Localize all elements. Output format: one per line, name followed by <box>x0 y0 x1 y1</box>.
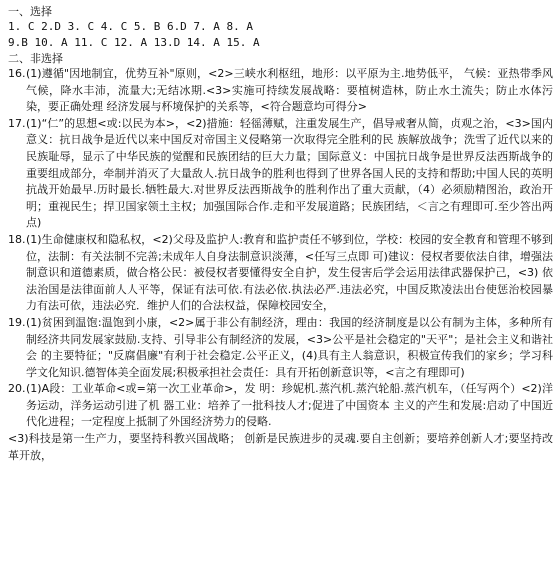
question-18-answer <box>8 232 553 315</box>
question-number: 17. <box>8 116 26 130</box>
choice-answers-line-2: 9.B 10. A 11. C 12. A 13.D 14. A 15. A <box>8 36 260 49</box>
question-16-answer <box>8 66 553 116</box>
question-number: 16. <box>8 67 26 80</box>
section-heading-choice: 一、选择 <box>8 5 52 18</box>
question-answer-continuation: <3)科技是第一生产力，要坚持科教兴国战略； 创新是民族进步的灵魂.要自主创新；要培养创新人才;要坚持改革开放， <box>8 432 553 462</box>
question-19-answer <box>8 315 553 381</box>
question-answer-text: (1)贫困到温饱:温饱到小康，<2>属于非公有制经济，理由：我国的经济制度是以公有制为主体，多种所有制经济共同发展家鼓励.支持、引导非公有制经济的发展，<3>公平是社会稳定的"天平"；是社会主义和谐社会 的主要特征；"反腐倡廉"有利于社会稳定.公平正义，(4)具有主人翁意识，积极宣传我们的家乡；学习科学文化知识.德智体美全面发展;积极承担社会责任：具有开拓创新意识等，<言之有理即可) <box>26 315 553 379</box>
question-number: 18. <box>8 232 26 246</box>
question-17-answer <box>8 116 553 232</box>
question-answer-text: (1)A段：工业革命<或=第一次工业革命>，发 明：珍妮机.蒸汽机.蒸汽轮船.蒸汽机车，（任写两个）<2)洋务运动，洋务运动引进了机 器工业：培养了一批科技人才;促进了中国资本 主义的产生和发展:启动了中国近代化进程；一定程度上抵制了外国经济势力的侵略. <box>26 382 553 429</box>
question-answer-text: (1)生命健康权和隐私权，<2)父母及监护人:教育和监护责任不够到位，学校：校园的安全教育和管理不够到位，法制：有关法制不完善;未成年人自身法制意识淡薄，<任写三点即 可)建议：侵权者要依法自律，增强法制意识和道德素质，做合格公民：被侵权者要懂得安全自护，发生侵害后学会运用法律武器保护己，<3) 依法治国是法律面前人人平等，保证有法可依.有法必依.执法必严.违法必究，中国反欺凌法出台使惩治校园暴力有法可依，违法必究．维护人们的合法权益，保障校园安全， <box>26 232 553 313</box>
question-20-answer <box>8 381 553 464</box>
question-answer-text: (1)“仁”的思想<或:以民为本>，<2)措施：轻徭薄赋，注重发展生产，倡导戒奢从简，贞观之治，<3>国内意义：抗日战争是近代以来中国反对帝国主义侵略第一次取得完全胜利的民 族解放战争；洗雪了近代以来的民族耻辱，显示了中华民族的觉醒和民族团结的巨大力量；国际意义：中国抗日战争是世界反法西斯战争的重要组成部分，牵制并消灭了大量敌人.抗日战争的胜利也得到了世界各国人民的支持和帮助;中国人民的英明抗战开始最早.历时最长.牺牲最大.对世界反法西斯战争的胜利作出了重大贡献，（4）必须励精图治，政治开明；重视民生；捍卫国家领土主权；加强国际合作.走和平发展道路；民族团结，＜言之有理即可.至少答出两点) <box>26 116 553 230</box>
question-number: 20. <box>8 382 26 396</box>
section-heading-non-choice: 二、非选择 <box>8 52 63 65</box>
choice-answers-line-1: 1. C 2.D 3. C 4. C 5. B 6.D 7. A 8. A <box>8 20 254 33</box>
question-number: 19. <box>8 315 26 329</box>
question-answer-text: (1)遵循"因地制宜，优势互补"原则，<2>三峡水利枢纽，地形：以平原为主.地势低平， 气候：亚热带季风气候，降水丰沛，流量大;无结冰期.<3>实施可持续发展战略：要植树造林，防止水土流失；防止水体污染，要正确处理 经济发展与杯境保护的关系等，<符合题意均可得分> <box>26 67 553 114</box>
